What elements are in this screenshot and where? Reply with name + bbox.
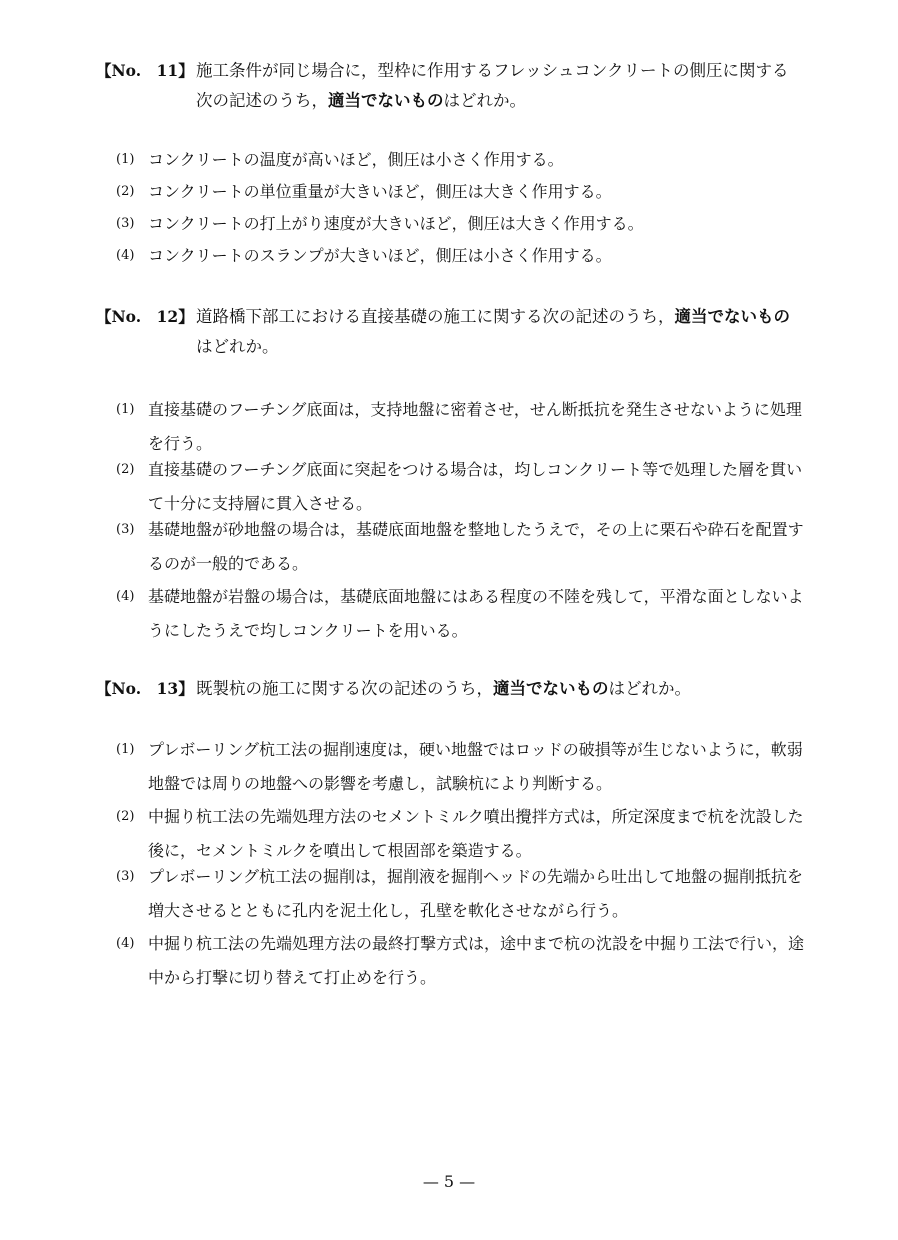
option-number: (3) <box>116 216 135 231</box>
option-number: (2) <box>116 462 135 477</box>
option-number: (4) <box>116 589 135 604</box>
option-text: プレボーリング杭工法の掘削は，掘削液を掘削ヘッドの先端から吐出して地盤の掘削抵抗を増大させるとともに孔内を泥土化し，孔壁を軟化させながら行う。 <box>148 867 804 920</box>
option-text: コンクリートの打上がり速度が大きいほど，側圧は大きく作用する。 <box>148 214 644 233</box>
option-text: 中掘り杭工法の先端処理方法の最終打撃方式は，途中まで杭の沈設を中掘り工法で行い，途中から打撃に切り替えて打止めを行う。 <box>148 934 805 987</box>
option-text: コンクリートの単位重量が大きいほど，側圧は大きく作用する。 <box>148 182 612 201</box>
option-number: (2) <box>116 184 135 199</box>
option-number: (1) <box>116 402 135 417</box>
option-text: プレボーリング杭工法の掘削速度は，硬い地盤ではロッドの破損等が生じないように，軟弱地盤では周りの地盤への影響を考慮し，試験杭により判断する。 <box>148 740 803 793</box>
option-text: 直接基礎のフーチング底面は，支持地盤に密着させ，せん断抵抗を発生させないように処理を行う。 <box>148 400 802 453</box>
emphasis-text: 適当でないもの <box>328 91 444 110</box>
option-text: 直接基礎のフーチング底面に突起をつける場合は，均しコンクリート等で処理した層を貫いて十分に支持層に貫入させる。 <box>148 460 803 513</box>
option-text: コンクリートのスランプが大きいほど，側圧は小さく作用する。 <box>148 246 612 265</box>
question-text: 既製杭の施工に関する次の記述のうち，適当でないものはどれか。 <box>196 679 691 698</box>
option-number: (1) <box>116 152 135 167</box>
option-number: (3) <box>116 522 135 537</box>
option-number: (4) <box>116 936 135 951</box>
option-text: 基礎地盤が岩盤の場合は，基礎底面地盤にはある程度の不陸を残して，平滑な面としないようにしたうえで均しコンクリートを用いる。 <box>148 587 804 640</box>
question-text: 施工条件が同じ場合に，型枠に作用するフレッシュコンクリートの側圧に関する次の記述のうち，適当でないものはどれか。 <box>196 61 789 110</box>
question-number: 【No. 11】 <box>96 61 194 80</box>
question-number: 【No. 13】 <box>96 679 194 698</box>
option-text: コンクリートの温度が高いほど，側圧は小さく作用する。 <box>148 150 564 169</box>
emphasis-text: 適当でないもの <box>674 307 790 326</box>
page-number: — 5 — <box>422 1172 476 1191</box>
option-number: (4) <box>116 248 135 263</box>
question-number: 【No. 12】 <box>96 307 194 326</box>
emphasis-text: 適当でないもの <box>493 679 609 698</box>
option-number: (1) <box>116 742 135 757</box>
question-text: 道路橋下部工における直接基礎の施工に関する次の記述のうち，適当でないものはどれか。 <box>196 307 790 356</box>
option-text: 基礎地盤が砂地盤の場合は，基礎底面地盤を整地したうえで，その上に栗石や砕石を配置するのが一般的である。 <box>148 520 804 573</box>
option-text: 中掘り杭工法の先端処理方法のセメントミルク噴出攪拌方式は，所定深度まで杭を沈設した後に，セメントミルクを噴出して根固部を築造する。 <box>148 807 804 860</box>
option-number: (3) <box>116 869 135 884</box>
option-number: (2) <box>116 809 135 824</box>
